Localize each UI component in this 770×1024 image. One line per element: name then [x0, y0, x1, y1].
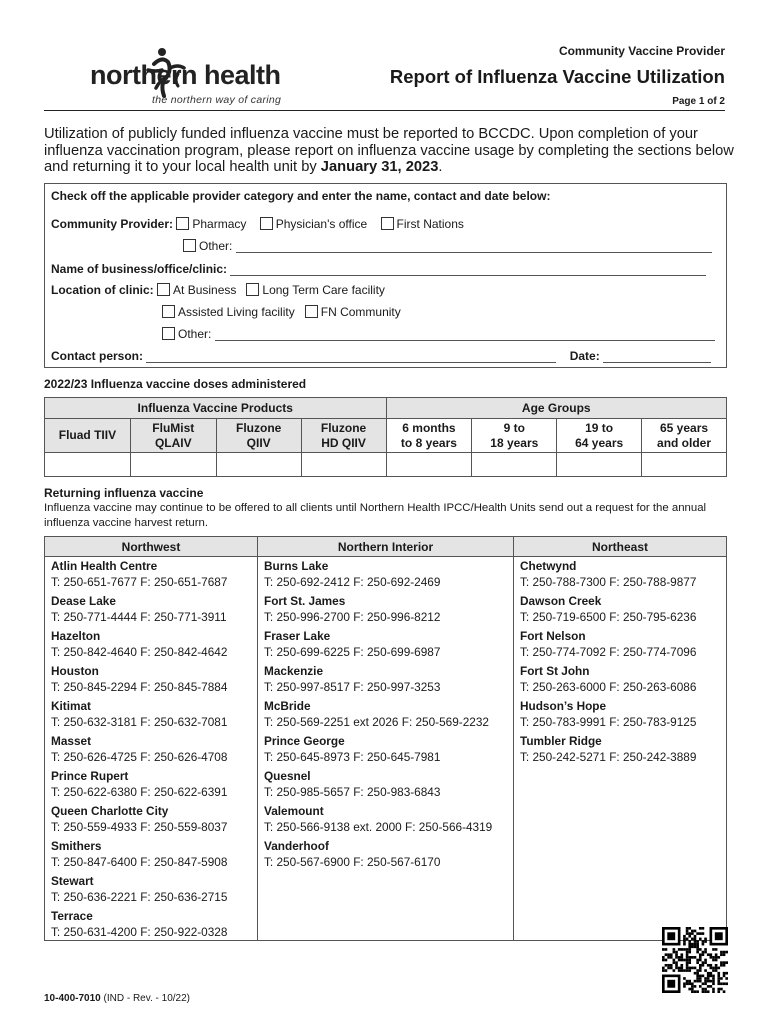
health-unit-phone: T: 250-847-6400 F: 250-847-5908 [51, 854, 228, 869]
health-unit-entry [45, 732, 257, 767]
health-unit-phone: T: 250-996-2700 F: 250-996-8212 [264, 609, 441, 624]
returning-text: Influenza vaccine may continue to be offered to all clients until Northern Health IPCC/Health Units send out a request for the annual influenza vaccine harvest return. [44, 502, 707, 529]
health-unit-phone: T: 250-263-6000 F: 250-263-6086 [520, 679, 697, 694]
health-unit-name: Queen Charlotte City [51, 804, 169, 818]
date-field[interactable] [603, 351, 711, 363]
health-unit-phone: T: 250-845-2294 F: 250-845-7884 [51, 679, 228, 694]
health-unit-name: Mackenzie [264, 664, 324, 678]
location-other-label: Other: [178, 327, 212, 341]
region-column-northwest [45, 537, 258, 940]
logo-tagline: the northern way of caring [152, 94, 282, 106]
health-unit-entry [45, 662, 257, 697]
age2-line1: 9 to [503, 420, 525, 435]
physicians-office-checkbox[interactable] [260, 217, 273, 230]
health-unit-name: Burns Lake [264, 559, 329, 573]
health-unit-entry [258, 697, 513, 732]
at-business-label: At Business [173, 283, 237, 297]
health-unit-name: McBride [264, 699, 311, 713]
health-unit-entry [258, 557, 513, 592]
community-provider-label: Community Provider: [51, 217, 174, 231]
health-unit-name: Quesnel [264, 769, 311, 783]
health-unit-phone: T: 250-699-6225 F: 250-699-6987 [264, 644, 441, 659]
health-unit-phone: T: 250-566-9138 ext. 2000 F: 250-566-4319 [264, 819, 493, 834]
region-list [45, 557, 257, 942]
logo-text: northern health [90, 60, 281, 90]
fn-community-label: FN Community [320, 305, 401, 319]
health-unit-entry [514, 592, 726, 627]
age-19-64-input[interactable] [557, 453, 642, 477]
contact-person-field[interactable] [146, 351, 556, 363]
intro-text: Utilization of publicly funded influenza vaccine must be reported to BCCDC. Upon completion of your influenza vaccination program, please report on influenza vaccine usage by completing the sections below and returning it to your local health unit by [44, 126, 734, 175]
health-unit-entry [45, 872, 257, 907]
health-unit-entry [45, 592, 257, 627]
age-6mo-8y-header [386, 419, 472, 453]
health-unit-name: Fort St John [520, 664, 590, 678]
health-unit-name: Terrace [51, 909, 93, 923]
health-unit-entry [45, 907, 257, 942]
fluzone-hd-header [301, 419, 386, 453]
flumist-header [130, 419, 216, 453]
health-unit-phone: T: 250-626-4725 F: 250-626-4708 [51, 749, 228, 764]
health-unit-phone: T: 250-632-3181 F: 250-632-7081 [51, 714, 228, 729]
location-label: Location of clinic: [51, 283, 154, 297]
health-unit-name: Stewart [51, 874, 94, 888]
health-unit-entry [258, 732, 513, 767]
assisted-living-checkbox[interactable] [162, 305, 175, 318]
fluzone-hd-line2: HD QIIV [321, 435, 366, 450]
health-unit-name: Chetwynd [520, 559, 577, 573]
fluzone-hd-line1: Fluzone [320, 420, 367, 435]
age2-line2: 18 years [490, 435, 539, 450]
health-unit-phone: T: 250-783-9991 F: 250-783-9125 [520, 714, 697, 729]
health-unit-phone: T: 250-567-6900 F: 250-567-6170 [264, 854, 441, 869]
health-unit-name: Vanderhoof [264, 839, 329, 853]
health-unit-name: Kitimat [51, 699, 91, 713]
long-term-care-label: Long Term Care facility [262, 283, 385, 297]
health-unit-name: Dawson Creek [520, 594, 602, 608]
health-unit-name: Valemount [264, 804, 324, 818]
date-label: Date: [569, 349, 600, 363]
location-other-field[interactable] [215, 329, 715, 341]
health-unit-entry [514, 557, 726, 592]
health-unit-entry [45, 837, 257, 872]
age-9-18-input[interactable] [472, 453, 557, 477]
intro-paragraph [44, 126, 734, 176]
health-unit-name: Atlin Health Centre [51, 559, 158, 573]
health-unit-phone: T: 250-771-4444 F: 250-771-3911 [51, 609, 227, 624]
provider-heading: Community Vaccine Provider [558, 44, 725, 58]
age-19-64-header [557, 419, 642, 453]
health-unit-phone: T: 250-985-5657 F: 250-983-6843 [264, 784, 441, 799]
community-other-label: Other: [199, 239, 233, 253]
health-unit-phone: T: 250-842-4640 F: 250-842-4642 [51, 644, 228, 659]
form-revision: (IND - Rev. - 10/22) [103, 993, 190, 1004]
location-row [51, 283, 385, 297]
health-unit-name: Houston [51, 664, 99, 678]
health-unit-phone: T: 250-788-7300 F: 250-788-9877 [520, 574, 697, 589]
fluzone-hd-input[interactable] [301, 453, 386, 477]
community-other-row [183, 239, 712, 253]
age-groups-header: Age Groups [386, 398, 727, 419]
age-65-plus-input[interactable] [642, 453, 727, 477]
pharmacy-label: Pharmacy [192, 217, 247, 231]
intro-end: . [438, 159, 443, 175]
fluzone-header [216, 419, 301, 453]
region-column-northeast [514, 537, 726, 940]
health-unit-entry [258, 592, 513, 627]
age3-line2: 64 years [575, 435, 624, 450]
health-unit-phone: T: 250-651-7677 F: 250-651-7687 [51, 574, 228, 589]
page-title: Report of Influenza Vaccine Utilization [389, 66, 725, 87]
community-provider-row [51, 217, 464, 231]
health-unit-name: Prince Rupert [51, 769, 129, 783]
region-header: Northwest [45, 537, 257, 557]
provider-instruction: Check off the applicable provider category and enter the name, contact and date below: [51, 189, 551, 203]
health-unit-entry [258, 837, 513, 872]
age1-line1: 6 months [402, 420, 456, 435]
first-nations-label: First Nations [396, 217, 464, 231]
health-unit-phone: T: 250-645-8973 F: 250-645-7981 [264, 749, 441, 764]
region-header: Northern Interior [258, 537, 513, 557]
health-unit-phone: T: 250-622-6380 F: 250-622-6391 [51, 784, 228, 799]
age-65-plus-header [642, 419, 727, 453]
age4-line1: 65 years [660, 420, 709, 435]
age4-line2: and older [657, 435, 712, 450]
health-unit-entry [258, 627, 513, 662]
health-units-table [44, 536, 727, 941]
first-nations-checkbox[interactable] [381, 217, 394, 230]
health-unit-entry [258, 662, 513, 697]
provider-section [44, 183, 727, 368]
health-unit-name: Smithers [51, 839, 102, 853]
health-unit-name: Dease Lake [51, 594, 116, 608]
health-unit-phone: T: 250-997-8517 F: 250-997-3253 [264, 679, 441, 694]
fluzone-line2: QIIV [246, 435, 271, 450]
location-other-row [162, 327, 715, 341]
age-9-18-header [472, 419, 557, 453]
health-unit-phone: T: 250-569-2251 ext 2026 F: 250-569-2232 [264, 714, 489, 729]
business-name-field[interactable] [230, 264, 706, 276]
page-number: Page 1 of 2 [672, 96, 725, 107]
region-column-northern-interior [258, 537, 514, 940]
age-6mo-8y-input[interactable] [386, 453, 472, 477]
products-header: Influenza Vaccine Products [45, 398, 387, 419]
flumist-line1: FluMist [152, 420, 195, 435]
fluad-header: Fluad TIIV [45, 419, 131, 453]
health-unit-entry [45, 557, 257, 592]
health-unit-name: Fort Nelson [520, 629, 586, 643]
health-unit-name: Masset [51, 734, 91, 748]
region-list [258, 557, 513, 872]
health-unit-phone: T: 250-559-4933 F: 250-559-8037 [51, 819, 228, 834]
fluzone-input[interactable] [216, 453, 301, 477]
intro-deadline: January 31, 2023 [320, 159, 439, 175]
header-divider [44, 110, 725, 111]
contact-label: Contact person: [51, 349, 144, 363]
health-unit-name: Tumbler Ridge [520, 734, 602, 748]
physicians-office-label: Physician's office [275, 217, 368, 231]
location-row-2 [162, 305, 401, 319]
health-unit-entry [258, 767, 513, 802]
health-unit-entry [514, 697, 726, 732]
health-unit-entry [45, 697, 257, 732]
health-unit-name: Fraser Lake [264, 629, 331, 643]
flumist-line2: QLAIV [154, 435, 192, 450]
contact-row [51, 349, 711, 363]
fluzone-line1: Fluzone [236, 420, 282, 435]
long-term-care-checkbox[interactable] [246, 283, 259, 296]
health-unit-name: Hudson’s Hope [520, 699, 607, 713]
health-unit-entry [45, 767, 257, 802]
health-unit-phone: T: 250-692-2412 F: 250-692-2469 [264, 574, 441, 589]
health-unit-entry [45, 627, 257, 662]
location-other-checkbox[interactable] [162, 327, 175, 340]
health-unit-entry [514, 732, 726, 767]
health-unit-entry [514, 627, 726, 662]
region-list [514, 557, 726, 767]
flumist-input[interactable] [130, 453, 216, 477]
health-unit-phone: T: 250-719-6500 F: 250-795-6236 [520, 609, 697, 624]
health-unit-entry [45, 802, 257, 837]
business-row [51, 262, 706, 276]
community-other-checkbox[interactable] [183, 239, 196, 252]
health-unit-phone: T: 250-636-2221 F: 250-636-2715 [51, 889, 228, 904]
pharmacy-checkbox[interactable] [176, 217, 189, 230]
doses-table [44, 397, 727, 477]
health-unit-name: Fort St. James [264, 594, 346, 608]
health-unit-phone: T: 250-774-7092 F: 250-774-7096 [520, 644, 697, 659]
age3-line1: 19 to [585, 420, 614, 435]
assisted-living-label: Assisted Living facility [178, 305, 295, 319]
business-label: Name of business/office/clinic: [51, 262, 228, 276]
form-footer [44, 993, 190, 1004]
qr-code-icon [662, 927, 728, 993]
health-unit-phone: T: 250-242-5271 F: 250-242-3889 [520, 749, 697, 764]
health-unit-phone: T: 250-631-4200 F: 250-922-0328 [51, 924, 228, 939]
form-number: 10-400-7010 [44, 993, 101, 1004]
fluad-input[interactable] [45, 453, 131, 477]
fn-community-checkbox[interactable] [305, 305, 318, 318]
health-unit-entry [514, 662, 726, 697]
community-other-field[interactable] [236, 241, 712, 253]
health-unit-entry [258, 802, 513, 837]
region-header: Northeast [514, 537, 726, 557]
doses-title: 2022/23 Influenza vaccine doses administered [44, 377, 307, 391]
at-business-checkbox[interactable] [157, 283, 170, 296]
returning-title: Returning influenza vaccine [44, 486, 204, 500]
health-unit-name: Hazelton [51, 629, 101, 643]
age1-line2: to 8 years [400, 435, 457, 450]
health-unit-name: Prince George [264, 734, 345, 748]
